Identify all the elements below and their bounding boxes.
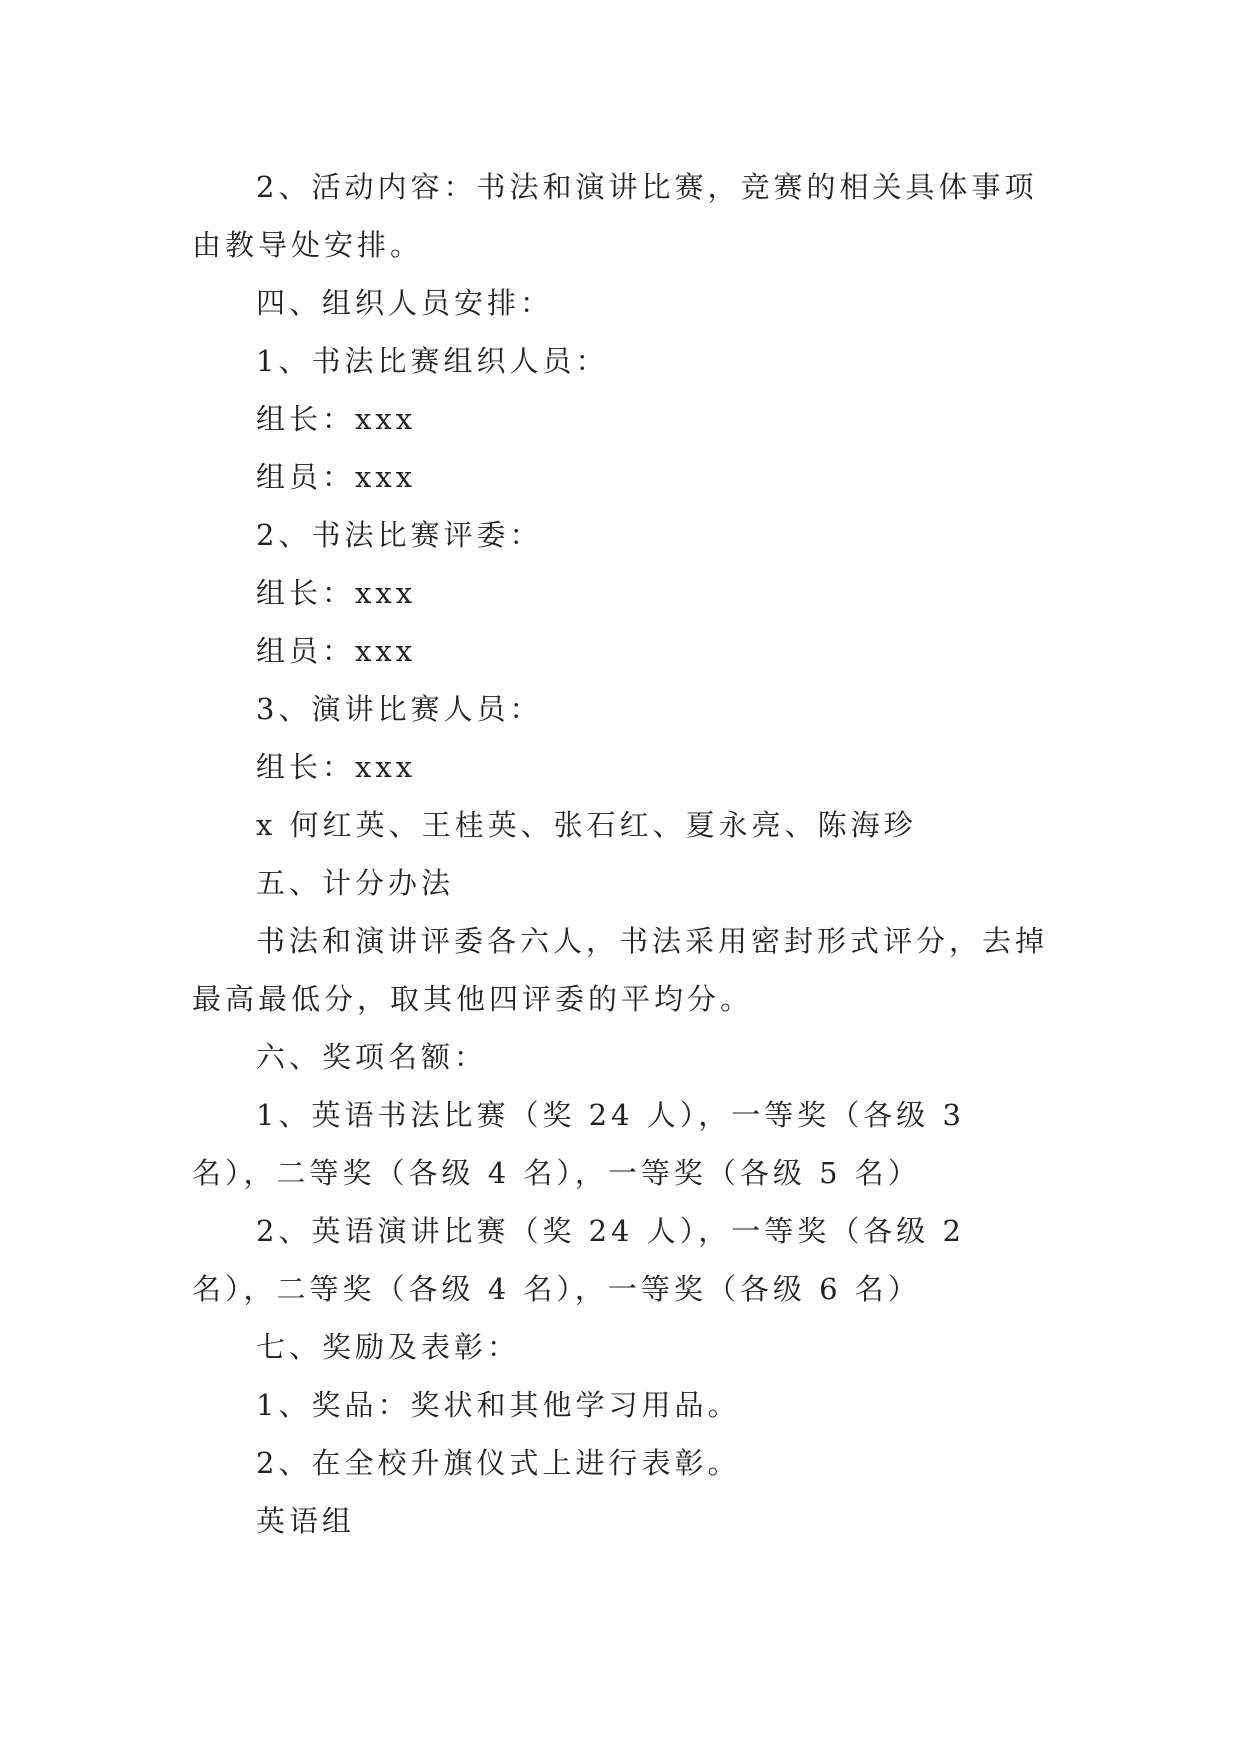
heading-scoring: 五、计分办法 <box>256 866 455 900</box>
paragraph-member: 组员：xxx <box>256 634 417 668</box>
paragraph-calligraphy-organizers: 1、书法比赛组织人员： <box>256 344 609 378</box>
paragraph-leader: 组长：xxx <box>256 750 417 784</box>
paragraph-commendation: 2、在全校升旗仪式上进行表彰。 <box>256 1446 741 1480</box>
paragraph-scoring-method: 书法和演讲评委各六人，书法采用密封形式评分，去掉最高最低分，取其他四评委的平均分。 <box>192 924 1049 1016</box>
paragraph-leader: 组长：xxx <box>256 576 417 610</box>
heading-awards-quota: 六、奖项名额： <box>256 1040 488 1074</box>
paragraph-calligraphy-awards: 1、英语书法比赛（奖 24 人），一等奖（各级 3 名），二等奖（各级 4 名），一等奖（各级 5 名） <box>192 1098 965 1190</box>
signature-group: 英语组 <box>256 1504 356 1538</box>
paragraph-activity-content: 2、活动内容：书法和演讲比赛，竞赛的相关具体事项由教导处安排。 <box>192 170 1038 262</box>
paragraph-leader: 组长：xxx <box>256 402 417 436</box>
paragraph-member-names: x 何红英、王桂英、张石红、夏永亮、陈海珍 <box>256 808 917 842</box>
paragraph-prizes: 1、奖品：奖状和其他学习用品。 <box>256 1388 741 1422</box>
heading-organization: 四、组织人员安排： <box>256 286 554 320</box>
document-body <box>192 158 1062 1550</box>
paragraph-speech-awards: 2、英语演讲比赛（奖 24 人），一等奖（各级 2 名），二等奖（各级 4 名），一等奖（各级 6 名） <box>192 1214 965 1306</box>
paragraph-calligraphy-judges: 2、书法比赛评委： <box>256 518 543 552</box>
paragraph-speech-staff: 3、演讲比赛人员： <box>256 692 543 726</box>
paragraph-member: 组员：xxx <box>256 460 417 494</box>
heading-rewards: 七、奖励及表彰： <box>256 1330 521 1364</box>
